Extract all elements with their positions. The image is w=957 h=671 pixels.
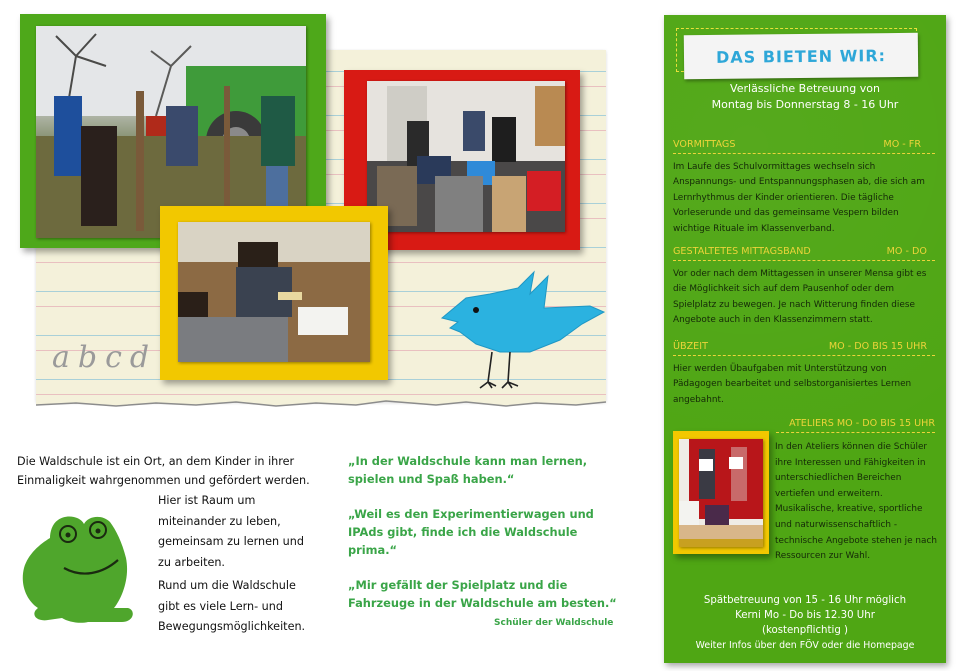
- quote: „Mir gefällt der Spielplatz und die Fahrzeuge in der Waldschule am besten.“: [348, 578, 617, 610]
- section-title: ÜBZEIT: [673, 341, 708, 352]
- footer-line: Weiter Infos über den FÖV oder die Homepage: [695, 640, 915, 651]
- photo-frame-yellow: [160, 206, 388, 380]
- panel-subtitle-line: Montag bis Donnerstag 8 - 16 Uhr: [711, 98, 899, 111]
- section-days: MO - DO: [886, 246, 927, 257]
- quote: „In der Waldschule kann man lernen, spielen und Spaß haben.“: [348, 454, 588, 486]
- section-title: GESTALTETES MITTAGSBAND: [673, 246, 811, 257]
- handwriting-abcd: abcd: [52, 340, 158, 375]
- section-body-mittagsband: Vor oder nach dem Mittagessen in unserer Mensa gibt es die Möglichkeit sich auf dem Pausenhof oder dem Spielplatz zu bewegen. Je nach Witterung finden diese Angebote auch in den Klassenzimmern statt.: [673, 269, 927, 326]
- section-body-vormittags: Im Laufe des Schulvormittages wechseln sich Anspannungs- und Entspannungsphasen ab, die sich am Lernrhythmus der Kinder orientieren. Die tägliche Vorleserunde und das gemeinsame Vespern bilden wichtige Rituale im Klassenverband.: [673, 162, 925, 234]
- panel-header-dashed-box: [676, 28, 917, 72]
- torn-paper-edge: [36, 396, 606, 410]
- photo-ateliers: [679, 439, 763, 547]
- section-body-uebzeit: Hier werden Übaufgaben mit Unterstützung von Pädagogen bearbeitet und selbstorganisiertes Lernen angebahnt.: [673, 364, 912, 405]
- panel-header-card: [684, 33, 918, 79]
- green-frog-icon: [18, 510, 146, 628]
- blue-bird-icon: [430, 270, 620, 390]
- quote: „Weil es den Experimentierwagen und IPAds gibt, finde ich die Waldschule prima.“: [348, 507, 594, 557]
- quote-author: Schüler der Waldschule: [494, 618, 614, 628]
- panel-title: DAS BIETEN WIR:: [715, 45, 887, 67]
- side-text: [158, 491, 318, 641]
- side-paragraph: Rund um die Waldschule gibt es viele Lern- und Bewegungsmöglichkeiten.: [158, 579, 306, 633]
- footer-line: Kerni Mo - Do bis 12.30 Uhr: [735, 610, 875, 621]
- section-days: MO - DO BIS 15 UHR: [828, 341, 927, 352]
- section-heading-vormittags: [673, 139, 935, 154]
- offer-panel: [664, 15, 946, 663]
- footer-line: Spätbetreuung von 15 - 16 Uhr möglich: [703, 595, 907, 606]
- intro-text: Die Waldschule ist ein Ort, an dem Kinder in ihrer Einmaligkeit wahrgenommen und gefördert werden.: [17, 455, 310, 487]
- panel-subtitle: [664, 81, 946, 113]
- footer-line: (kostenpflichtig ): [761, 625, 849, 636]
- photo-workbench: [178, 222, 370, 362]
- section-days: MO - FR: [883, 139, 921, 150]
- section-heading-uebzeit: [673, 341, 935, 356]
- panel-footer: [664, 593, 946, 653]
- photo-ateliers-image: [679, 439, 763, 547]
- section-title: VORMITTAGS: [673, 139, 736, 150]
- section-heading-ateliers: ATELIERS MO - DO BIS 15 UHR: [776, 418, 935, 433]
- section-heading-mittagsband: [673, 246, 935, 261]
- photo-frame-ateliers: [673, 431, 769, 554]
- panel-subtitle-line: Verlässliche Betreuung von: [730, 82, 880, 95]
- photo-laptop-class: [367, 81, 565, 232]
- student-quotes: [348, 452, 623, 629]
- side-paragraph: Hier ist Raum um miteinander zu leben, gemeinsam zu lernen und zu arbeiten.: [158, 494, 304, 569]
- photo-workbench-image: [178, 222, 370, 362]
- section-body-ateliers: In den Ateliers können die Schüler ihre Interessen und Fähigkeiten in unterschiedlichen Bereichen vertiefen und erweitern. Musikalische, kreative, sportliche und naturwissenschaftlich - technische Angebote stehen je nach Ressourcen zur Wahl.: [775, 442, 937, 562]
- photo-laptop-class-image: [367, 81, 565, 232]
